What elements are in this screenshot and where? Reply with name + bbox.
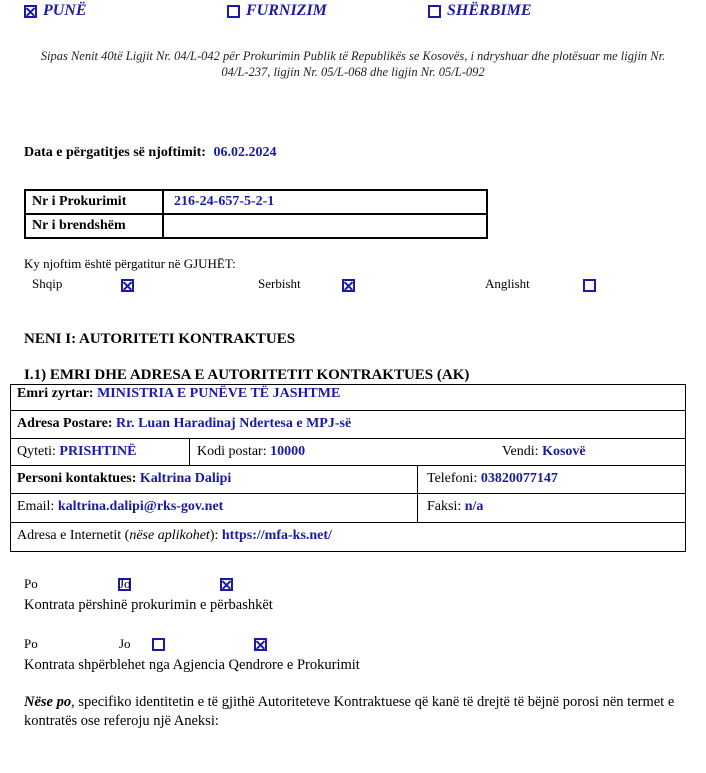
contact-value: Kaltrina Dalipi	[139, 471, 232, 486]
row-contact	[11, 465, 685, 493]
name-label: Emri zyrtar:	[17, 385, 94, 401]
type-furnizim[interactable]	[227, 2, 327, 20]
lang-label-serbisht: Serbisht	[258, 276, 301, 291]
subsection-title: I.1) EMRI DHE ADRESA E AUTORITETIT KONTRAKTUES (AK)	[24, 367, 470, 383]
lang-shqip-checkbox-icon[interactable]	[121, 279, 134, 292]
web-value[interactable]: https://mfa-ks.net/	[221, 528, 332, 543]
email-value[interactable]: kaltrina.dalipi@rks-gov.net	[57, 499, 224, 514]
address-label: Adresa Postare:	[17, 416, 113, 431]
q1-text: Kontrata përshinë prokurimin e përbashkët	[24, 597, 273, 613]
address-value: Rr. Luan Haradinaj Ndertesa e MPJ-së	[116, 416, 352, 431]
checkbox-icon[interactable]	[428, 5, 441, 18]
type-label: PUNË	[43, 2, 87, 20]
row-name	[11, 384, 685, 412]
checkbox-icon[interactable]	[227, 5, 240, 18]
type-sherbime[interactable]	[428, 2, 531, 20]
country-value: Kosovë	[542, 444, 586, 459]
name-value: MINISTRIA E PUNËVE TË JASHTME	[97, 385, 341, 401]
q2-text: Kontrata shpërblehet nga Agjencia Qendrore e Prokurimit	[24, 657, 360, 673]
languages-intro: Ky njoftim është përgatitur në GJUHËT:	[24, 256, 236, 271]
q2-no-label: Jo	[119, 636, 131, 651]
lang-serbisht-checkbox-icon[interactable]	[342, 279, 355, 292]
internal-value	[163, 214, 487, 238]
note-text	[24, 693, 684, 731]
q1-no-label: Jo	[119, 576, 131, 591]
city-label: Qyteti:	[17, 444, 56, 459]
lang-label-shqip: Shqip	[32, 276, 63, 291]
q2-yes-checkbox-icon[interactable]	[152, 638, 165, 651]
checkbox-icon[interactable]	[24, 5, 37, 18]
email-label: Email:	[17, 499, 55, 514]
prep-date-label: Data e përgatitjes së njoftimit:	[24, 145, 206, 160]
postal-label: Kodi postar:	[197, 444, 267, 459]
row-address	[11, 410, 685, 438]
fax-label: Faksi:	[427, 499, 462, 514]
country-label: Vendi:	[502, 444, 539, 459]
lang-anglisht-checkbox-icon[interactable]	[583, 279, 596, 292]
lang-label-anglisht: Anglisht	[485, 276, 530, 291]
q1-no-checkbox-icon[interactable]	[220, 578, 233, 591]
web-label-post: ):	[209, 528, 219, 543]
legal-basis-text: Sipas Nenit 40të Ligjit Nr. 04/L-042 për Prokurimin Publik të Republikës se Kosovës, i ndryshuar dhe plotësuar me ligjin Nr. 04/L-237, ligjin Nr. 05/L-068 dhe ligjin Nr. 05/L-092	[40, 49, 666, 79]
row-city	[11, 438, 685, 465]
type-pune[interactable]	[24, 2, 87, 20]
phone-label: Telefoni:	[427, 471, 478, 486]
prep-date-value: 06.02.2024	[213, 145, 277, 160]
row-web	[11, 522, 685, 552]
web-label-italic: nëse aplikohet	[129, 528, 210, 543]
q1-yes-label: Po	[24, 576, 38, 591]
type-label: FURNIZIM	[246, 2, 327, 20]
city-value: PRISHTINË	[59, 444, 137, 459]
postal-value: 10000	[270, 444, 306, 459]
contact-label: Personi kontaktues:	[17, 471, 137, 486]
section-title: NENI I: AUTORITETI KONTRAKTUES	[24, 331, 296, 347]
web-label-pre: Adresa e Internetit (	[17, 528, 130, 543]
nr-label: Nr i Prokurimit	[25, 190, 163, 214]
q2-yes-label: Po	[24, 636, 38, 651]
phone-value: 03820077147	[480, 471, 558, 486]
type-label: SHËRBIME	[447, 2, 532, 20]
nr-value: 216-24-657-5-2-1	[163, 190, 487, 214]
note-rest: , specifiko identitetin e të gjithë Autoriteteve Kontraktuese që kanë të drejtë të bëjnë porosi nën termet e kontratës ose referoju një Aneksi:	[24, 694, 675, 729]
authority-table	[10, 384, 686, 552]
procurement-number-table	[24, 189, 488, 239]
q2-no-checkbox-icon[interactable]	[254, 638, 267, 651]
fax-value: n/a	[464, 499, 484, 514]
internal-label: Nr i brendshëm	[25, 214, 163, 238]
row-email	[11, 493, 685, 522]
note-italic: Nëse po	[24, 694, 72, 710]
prep-date	[24, 145, 276, 161]
